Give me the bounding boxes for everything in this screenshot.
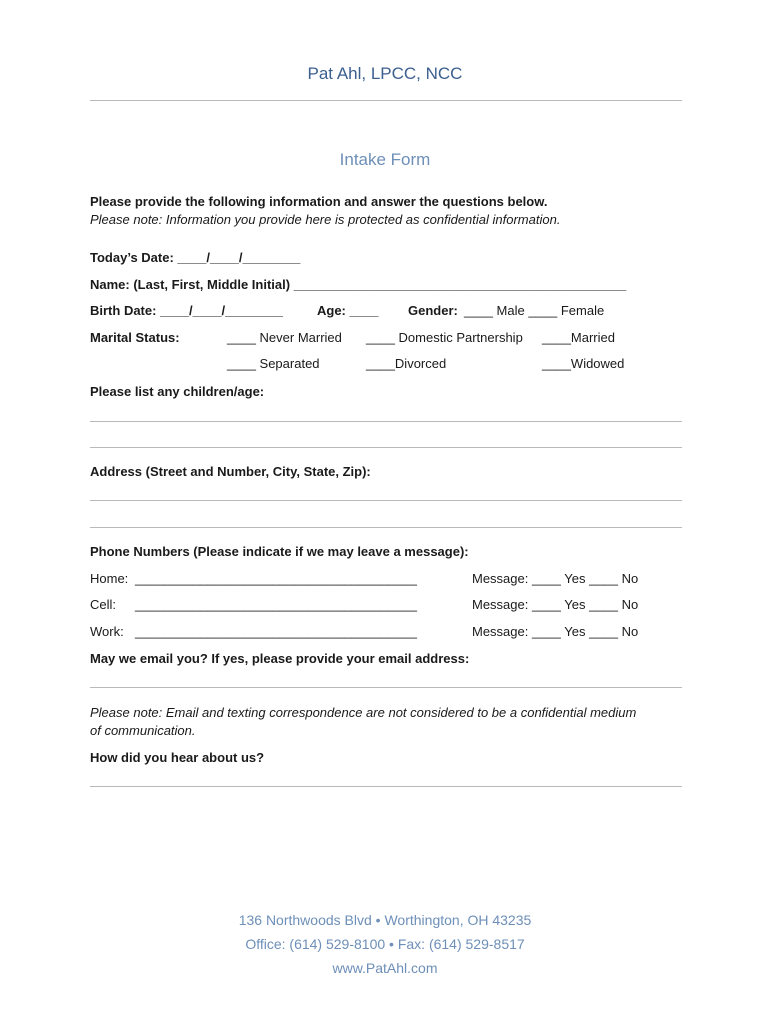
- address-label: Address (Street and Number, City, State, Zip):: [90, 464, 371, 479]
- todays-date-field[interactable]: Today’s Date: ____/____/________: [90, 250, 301, 265]
- work-phone-label: Work:: [90, 624, 124, 639]
- intro-text: Please provide the following information and answer the questions below.: [90, 194, 548, 209]
- children-label: Please list any children/age:: [90, 384, 265, 399]
- marital-status-label: Marital Status:: [90, 330, 180, 345]
- children-line-2[interactable]: [90, 447, 682, 448]
- home-message-option[interactable]: Message: ____ Yes ____ No: [472, 571, 639, 586]
- birth-date-field[interactable]: Birth Date: ____/____/________: [90, 303, 283, 318]
- address-line-2[interactable]: [90, 527, 682, 528]
- form-title: Intake Form: [339, 150, 431, 169]
- email-note-line-2: of communication.: [90, 723, 196, 738]
- marital-never-married[interactable]: ____ Never Married: [227, 330, 342, 345]
- referral-line[interactable]: [90, 786, 682, 787]
- home-phone-field[interactable]: _______________________________________: [135, 571, 417, 586]
- email-note-line-1: Please note: Email and texting correspondence are not considered to be a confidential medium: [90, 705, 637, 720]
- gender-label: Gender:: [408, 303, 458, 318]
- cell-phone-field[interactable]: _______________________________________: [135, 597, 417, 612]
- marital-domestic-partnership[interactable]: ____ Domestic Partnership: [366, 330, 523, 345]
- work-phone-field[interactable]: _______________________________________: [135, 624, 417, 639]
- footer-website[interactable]: www.PatAhl.com: [332, 960, 438, 976]
- gender-options[interactable]: ____ Male ____ Female: [464, 303, 605, 318]
- email-line[interactable]: [90, 687, 682, 688]
- phone-numbers-label: Phone Numbers (Please indicate if we may leave a message):: [90, 544, 469, 559]
- work-message-option[interactable]: Message: ____ Yes ____ No: [472, 624, 639, 639]
- cell-phone-label: Cell:: [90, 597, 117, 612]
- header-divider: [90, 100, 682, 101]
- name-field[interactable]: Name: (Last, First, Middle Initial) ______________________________________________: [90, 277, 627, 292]
- age-field[interactable]: Age: ____: [317, 303, 379, 318]
- page-title: Pat Ahl, LPCC, NCC: [307, 64, 463, 83]
- marital-divorced[interactable]: ____Divorced: [366, 356, 447, 371]
- confidential-note: Please note: Information you provide here is protected as confidential information.: [90, 212, 561, 227]
- marital-married[interactable]: ____Married: [542, 330, 615, 345]
- cell-message-option[interactable]: Message: ____ Yes ____ No: [472, 597, 639, 612]
- marital-separated[interactable]: ____ Separated: [227, 356, 320, 371]
- home-phone-label: Home:: [90, 571, 129, 586]
- footer-phones: Office: (614) 529-8100 • Fax: (614) 529-8517: [245, 936, 525, 952]
- email-label: May we email you? If yes, please provide your email address:: [90, 651, 470, 666]
- footer-address: 136 Northwoods Blvd • Worthington, OH 43235: [238, 912, 532, 928]
- address-line-1[interactable]: [90, 500, 682, 501]
- marital-widowed[interactable]: ____Widowed: [542, 356, 625, 371]
- referral-label: How did you hear about us?: [90, 750, 265, 765]
- children-line-1[interactable]: [90, 421, 682, 422]
